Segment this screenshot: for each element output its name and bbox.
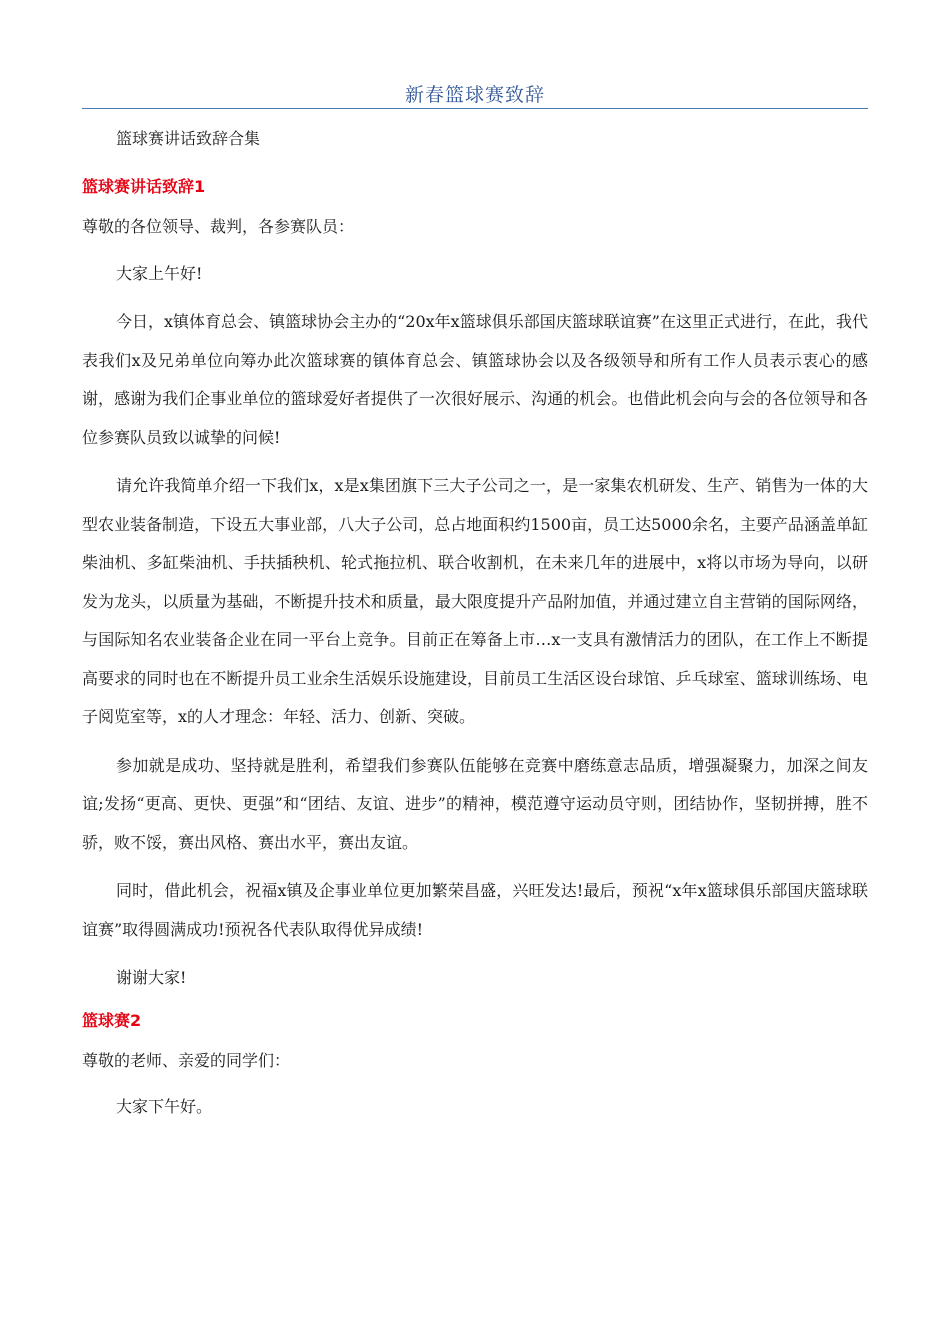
title-divider bbox=[82, 108, 868, 109]
section-heading: 篮球赛2 bbox=[82, 1010, 142, 1030]
section-1 bbox=[82, 174, 868, 998]
document-body bbox=[82, 126, 868, 1137]
greeting: 大家下午好。 bbox=[116, 1097, 213, 1116]
page-title: 新春篮球赛致辞 bbox=[404, 84, 545, 106]
paragraph: 请允许我简单介绍一下我们x，x是x集团旗下三大子公司之一，是一家集农机研发、生产、销售为一体的大型农业装备制造，下设五大事业部，八大子公司，总占地面积约1500亩，员工达5000余名，主要产品涵盖单缸柴油机、多缸柴油机、手扶插秧机、轮式拖拉机、联合收割机，在未来几年的进展中，x将以市场为导向，以研发为龙头，以质量为基础，不断提升技术和质量，最大限度提升产品附加值，并通过建立自主营销的国际网络，与国际知名农业装备企业在同一平台上竞争。目前正在筹备上市…x一支具有激情活力的团队，在工作上不断提高要求的同时也在不断提升员工业余生活娱乐设施建设，目前员工生活区设台球馆、乒乓球室、篮球训练场、电子阅览室等，x的人才理念：年轻、活力、创新、突破。 bbox=[82, 476, 868, 726]
closing: 谢谢大家! bbox=[116, 968, 187, 987]
paragraph: 同时，借此机会，祝福x镇及企事业单位更加繁荣昌盛，兴旺发达!最后，预祝“x年x篮球俱乐部国庆篮球联谊赛”取得圆满成功!预祝各代表队取得优异成绩! bbox=[82, 881, 868, 939]
section-heading: 篮球赛讲话致辞1 bbox=[82, 177, 206, 196]
salutation: 尊敬的老师、亲爱的同学们： bbox=[82, 1050, 291, 1070]
greeting: 大家上午好! bbox=[116, 263, 203, 283]
paragraph: 今日，x镇体育总会、镇篮球协会主办的“20x年x篮球俱乐部国庆篮球联谊赛”在这里正式进行，在此，我代表我们x及兄弟单位向筹办此次篮球赛的镇体育总会、镇篮球协会以及各级领导和所有工作人员表示衷心的感谢，感谢为我们企事业单位的篮球爱好者提供了一次很好展示、沟通的机会。也借此机会向与会的各位领导和各位参赛队员致以诚挚的问候! bbox=[82, 312, 868, 447]
collection-subtitle: 篮球赛讲话致辞合集 bbox=[116, 129, 261, 148]
section-2 bbox=[82, 1008, 868, 1127]
salutation: 尊敬的各位领导、裁判，各参赛队员： bbox=[82, 217, 355, 236]
paragraph: 参加就是成功、坚持就是胜利，希望我们参赛队伍能够在竞赛中磨练意志品质，增强凝聚力，加深之间友谊;发扬“更高、更快、更强”和“团结、友谊、进步”的精神，模范遵守运动员守则，团结协作，坚韧拼搏，胜不骄，败不馁，赛出风格、赛出水平，赛出友谊。 bbox=[82, 755, 868, 852]
